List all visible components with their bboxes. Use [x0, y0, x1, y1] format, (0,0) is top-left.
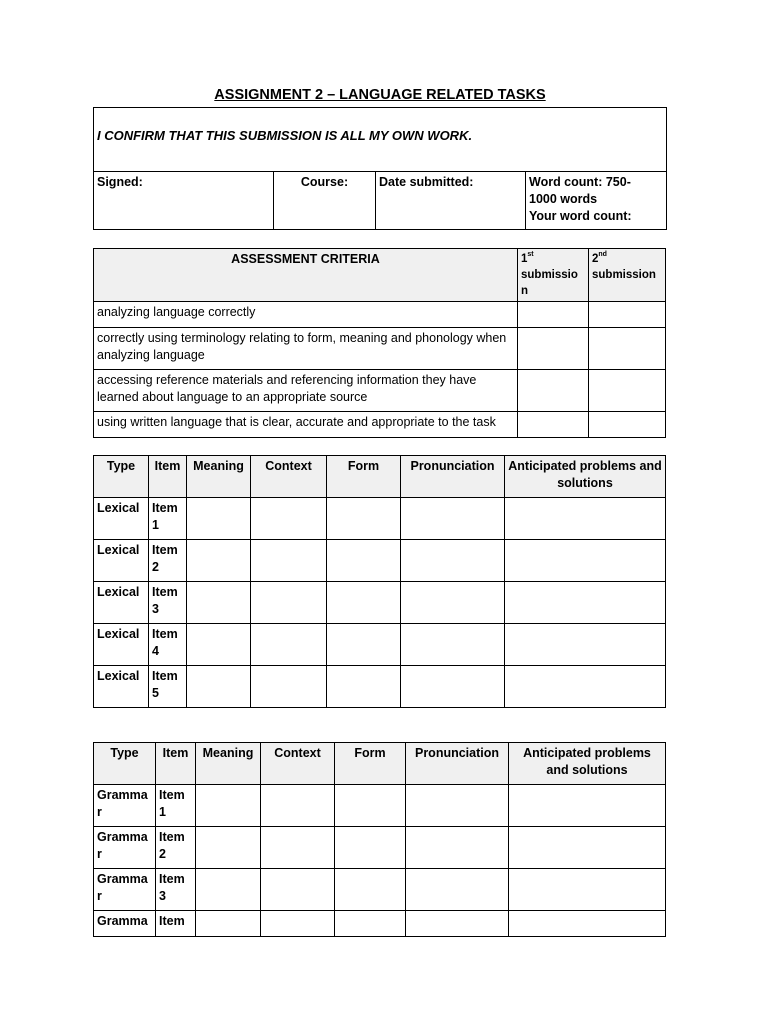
problems-cell[interactable] — [505, 540, 666, 582]
word-count-line1: Word count: 750- — [529, 175, 631, 189]
confirmation-cell — [94, 108, 667, 172]
form-cell[interactable] — [335, 869, 406, 911]
row-type: Gramma — [94, 911, 156, 937]
table-row — [94, 666, 666, 708]
criterion-text: analyzing language correctly — [94, 302, 518, 328]
second-submission-sup: nd — [598, 251, 607, 258]
col-header-form: Form — [327, 456, 401, 498]
context-cell[interactable] — [261, 827, 335, 869]
lexical-table — [93, 455, 666, 708]
form-cell[interactable] — [327, 582, 401, 624]
row-type: Gramma r — [94, 785, 156, 827]
problems-cell[interactable] — [509, 869, 666, 911]
signed-field[interactable]: Signed: — [94, 172, 274, 230]
row-type: Lexical — [94, 540, 149, 582]
row-item: Item 2 — [149, 540, 187, 582]
your-word-count-label: Your word count: — [529, 209, 632, 223]
form-cell[interactable] — [327, 498, 401, 540]
col-header-pronunciation: Pronunciation — [401, 456, 505, 498]
first-submission-header — [518, 249, 589, 302]
col-header-type: Type — [94, 743, 156, 785]
row-type: Gramma r — [94, 869, 156, 911]
pronunciation-cell[interactable] — [401, 540, 505, 582]
row-type: Lexical — [94, 666, 149, 708]
meaning-cell[interactable] — [187, 582, 251, 624]
first-submission-number: 1 — [521, 253, 528, 265]
meaning-cell[interactable] — [196, 911, 261, 937]
table-row — [94, 624, 666, 666]
meaning-cell[interactable] — [187, 498, 251, 540]
criterion-score-1[interactable] — [518, 328, 589, 370]
meaning-cell[interactable] — [196, 785, 261, 827]
table-row — [94, 827, 666, 869]
context-cell[interactable] — [251, 540, 327, 582]
pronunciation-cell[interactable] — [401, 624, 505, 666]
col-header-form: Form — [335, 743, 406, 785]
form-cell[interactable] — [327, 666, 401, 708]
criterion-score-2[interactable] — [589, 328, 666, 370]
pronunciation-cell[interactable] — [401, 582, 505, 624]
row-item: Item 3 — [149, 582, 187, 624]
pronunciation-cell[interactable] — [406, 911, 509, 937]
course-field[interactable]: Course: — [274, 172, 376, 230]
table-row — [94, 911, 666, 937]
col-header-pronunciation: Pronunciation — [406, 743, 509, 785]
word-count-line2: 1000 words — [529, 192, 598, 206]
row-type: Lexical — [94, 624, 149, 666]
second-submission-label: submission — [592, 269, 656, 281]
problems-cell[interactable] — [509, 911, 666, 937]
context-cell[interactable] — [251, 498, 327, 540]
cover-table — [93, 107, 667, 230]
form-cell[interactable] — [335, 827, 406, 869]
context-cell[interactable] — [261, 869, 335, 911]
row-item: Item 5 — [149, 666, 187, 708]
table-row — [94, 785, 666, 827]
col-header-meaning: Meaning — [187, 456, 251, 498]
row-item: Item 1 — [149, 498, 187, 540]
row-item: Item 2 — [156, 827, 196, 869]
form-cell[interactable] — [327, 624, 401, 666]
row-item: Item 4 — [149, 624, 187, 666]
table-row — [94, 498, 666, 540]
row-type: Gramma r — [94, 827, 156, 869]
word-count-field[interactable] — [526, 172, 667, 230]
problems-cell[interactable] — [505, 624, 666, 666]
context-cell[interactable] — [251, 582, 327, 624]
criterion-text: accessing reference materials and referencing information they have learned about language to an appropriate source — [94, 370, 518, 412]
pronunciation-cell[interactable] — [401, 498, 505, 540]
date-submitted-field[interactable]: Date submitted: — [376, 172, 526, 230]
meaning-cell[interactable] — [187, 540, 251, 582]
assessment-table — [93, 248, 666, 438]
row-item: Item 3 — [156, 869, 196, 911]
criterion-text: using written language that is clear, accurate and appropriate to the task — [94, 412, 518, 438]
form-cell[interactable] — [335, 911, 406, 937]
form-cell[interactable] — [335, 785, 406, 827]
col-header-anticipated-problems: Anticipated problems and solutions — [509, 743, 666, 785]
table-row — [94, 582, 666, 624]
form-cell[interactable] — [327, 540, 401, 582]
row-item: Item 1 — [156, 785, 196, 827]
col-header-item: Item — [156, 743, 196, 785]
col-header-context: Context — [251, 456, 327, 498]
criterion-score-1[interactable] — [518, 302, 589, 328]
confirmation-text: I CONFIRM THAT THIS SUBMISSION IS ALL MY OWN WORK. — [97, 127, 473, 143]
meaning-cell[interactable] — [187, 666, 251, 708]
col-header-item: Item — [149, 456, 187, 498]
criterion-score-2[interactable] — [589, 412, 666, 438]
criterion-score-1[interactable] — [518, 370, 589, 412]
context-cell[interactable] — [261, 785, 335, 827]
table-row — [94, 540, 666, 582]
second-submission-header — [589, 249, 666, 302]
first-submission-sup: st — [527, 251, 534, 258]
criterion-score-1[interactable] — [518, 412, 589, 438]
criterion-score-2[interactable] — [589, 302, 666, 328]
problems-cell[interactable] — [509, 827, 666, 869]
assessment-header: ASSESSMENT CRITERIA — [94, 249, 518, 302]
second-submission-number: 2 — [592, 253, 599, 265]
table-row — [94, 869, 666, 911]
col-header-context: Context — [261, 743, 335, 785]
col-header-meaning: Meaning — [196, 743, 261, 785]
criterion-score-2[interactable] — [589, 370, 666, 412]
problems-cell[interactable] — [509, 785, 666, 827]
row-item: Item — [156, 911, 196, 937]
context-cell[interactable] — [251, 624, 327, 666]
col-header-anticipated-problems: Anticipated problems and solutions — [505, 456, 666, 498]
context-cell[interactable] — [261, 911, 335, 937]
pronunciation-cell[interactable] — [406, 869, 509, 911]
grammar-table — [93, 742, 666, 937]
context-cell[interactable] — [251, 666, 327, 708]
criterion-text: correctly using terminology relating to form, meaning and phonology when analyzing language — [94, 328, 518, 370]
row-type: Lexical — [94, 582, 149, 624]
problems-cell[interactable] — [505, 582, 666, 624]
meaning-cell[interactable] — [187, 624, 251, 666]
problems-cell[interactable] — [505, 498, 666, 540]
pronunciation-cell[interactable] — [401, 666, 505, 708]
meaning-cell[interactable] — [196, 827, 261, 869]
row-type: Lexical — [94, 498, 149, 540]
pronunciation-cell[interactable] — [406, 785, 509, 827]
col-header-type: Type — [94, 456, 149, 498]
first-submission-label: submissio n — [521, 269, 578, 297]
pronunciation-cell[interactable] — [406, 827, 509, 869]
problems-cell[interactable] — [505, 666, 666, 708]
page-title: ASSIGNMENT 2 – LANGUAGE RELATED TASKS — [214, 87, 546, 103]
meaning-cell[interactable] — [196, 869, 261, 911]
